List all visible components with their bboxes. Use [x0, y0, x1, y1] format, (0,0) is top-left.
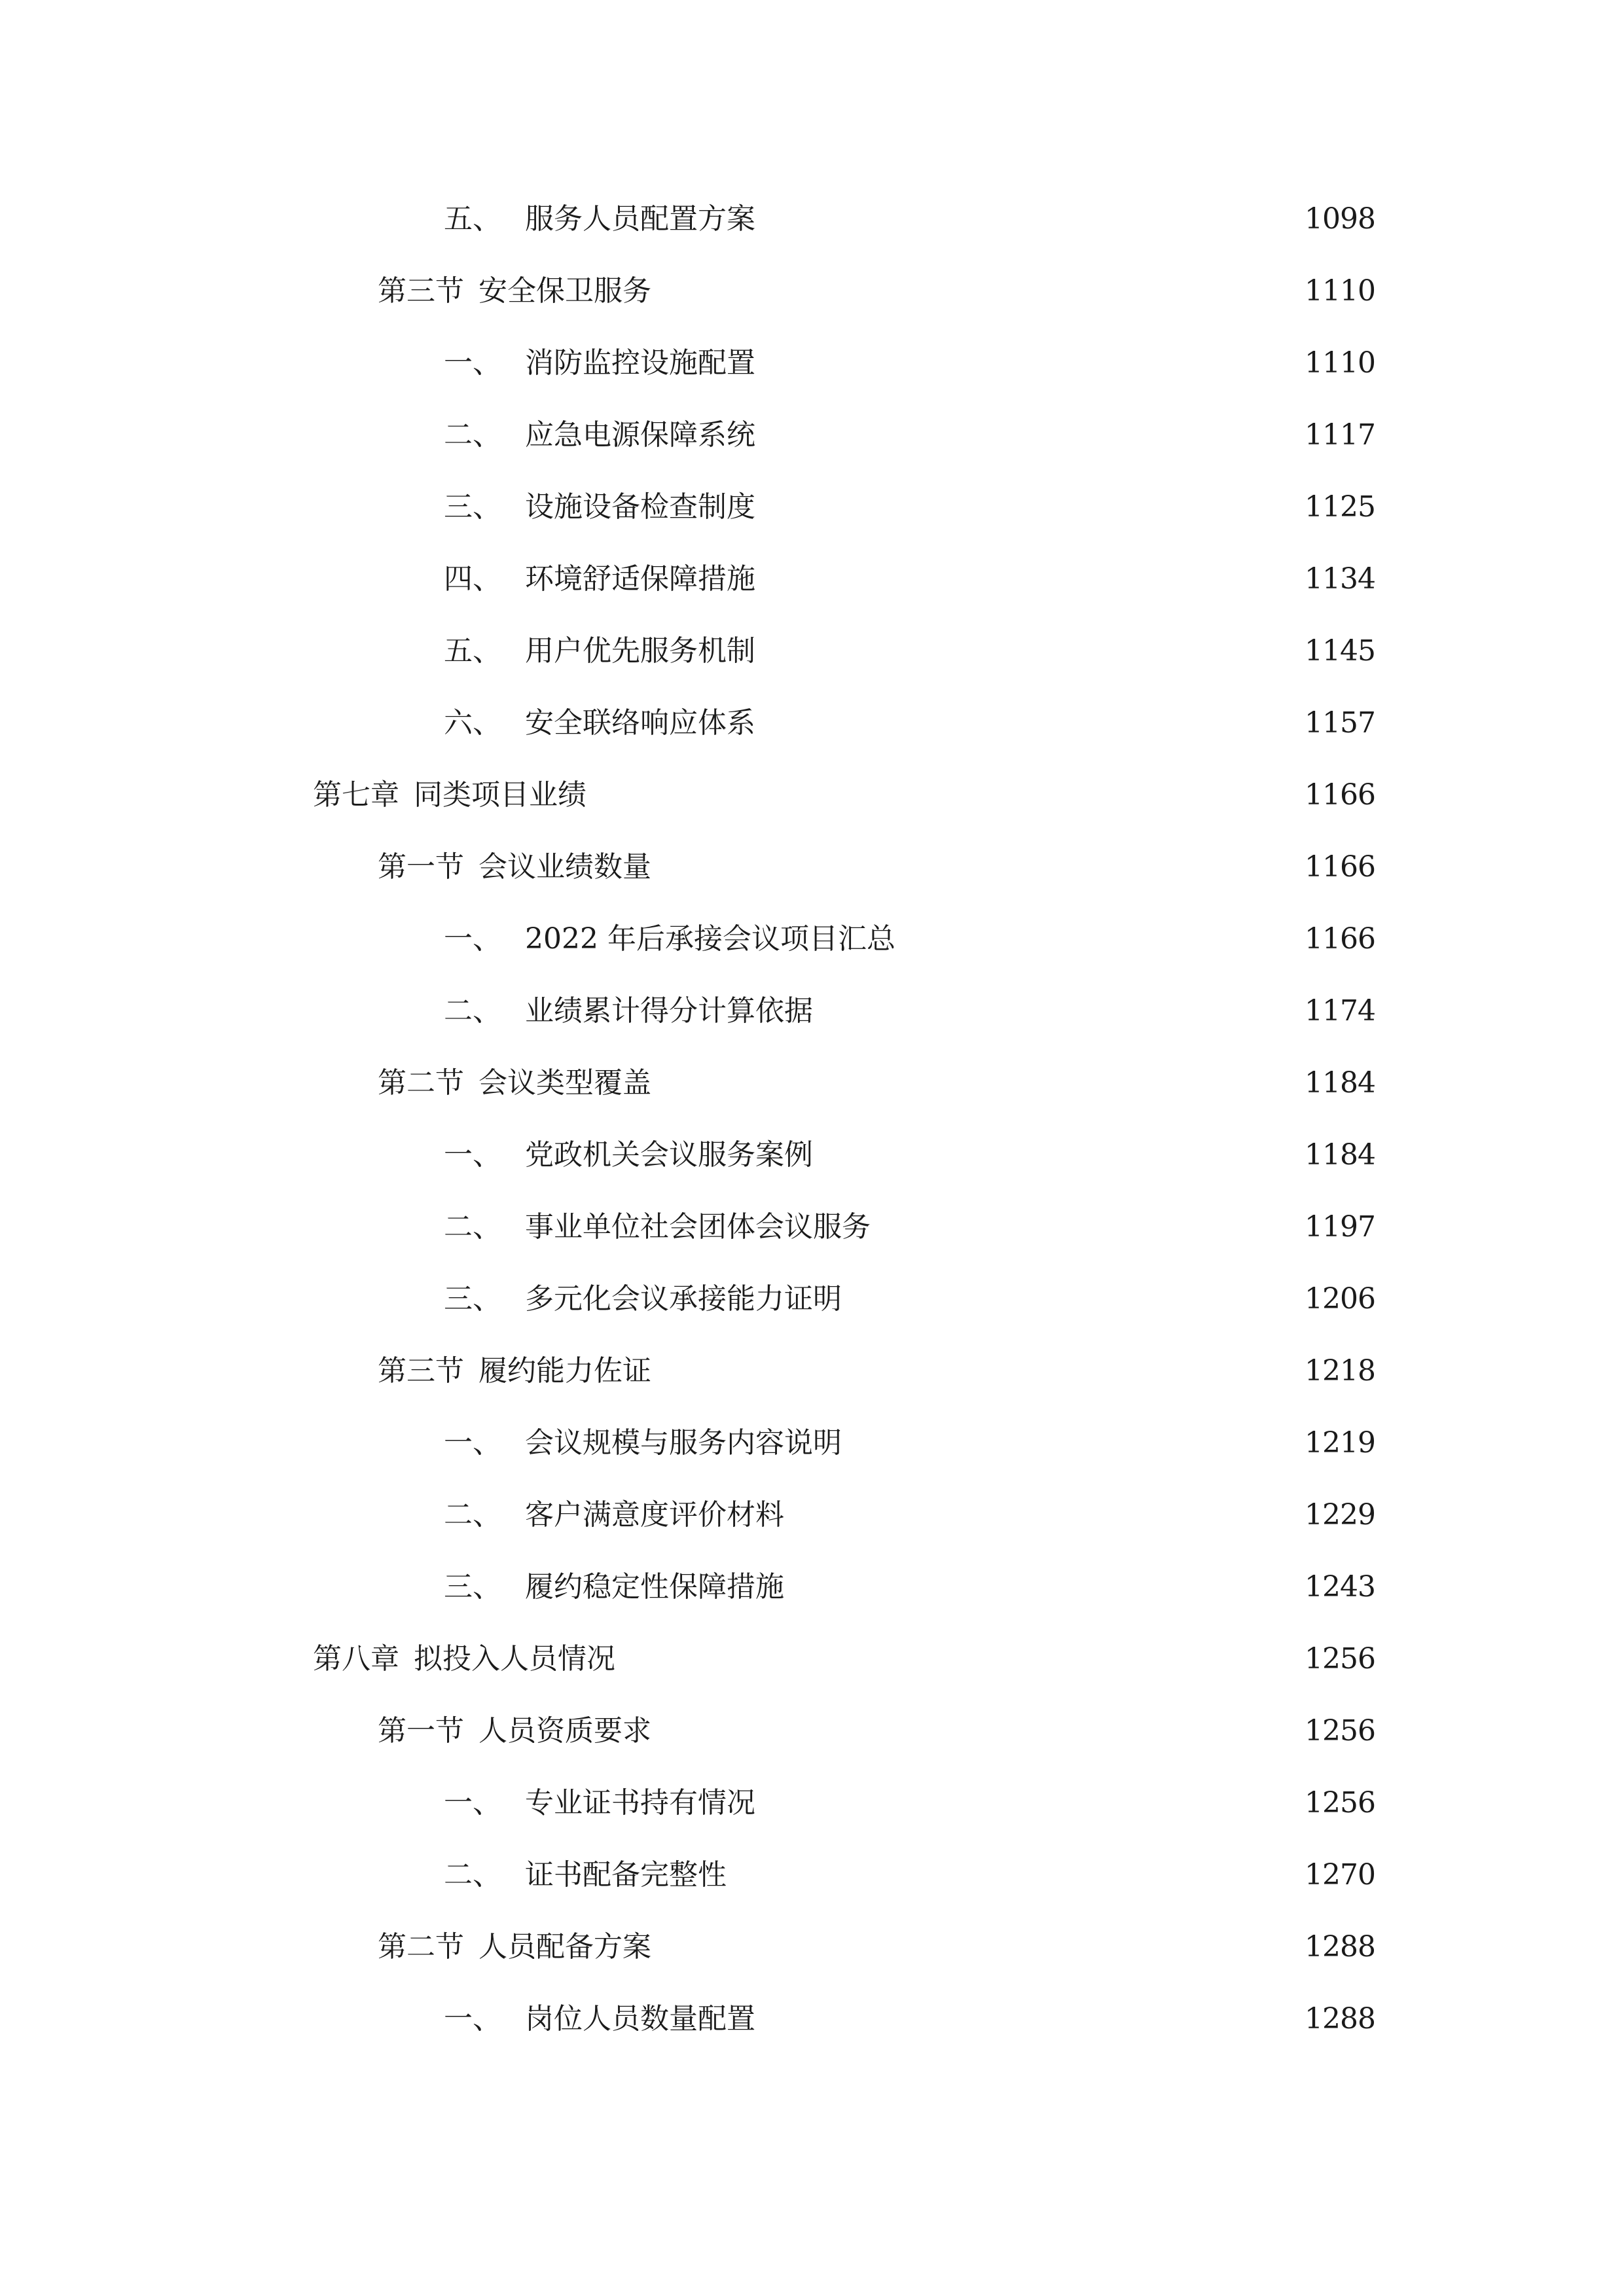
- toc-entry-number: 二、: [444, 418, 501, 452]
- toc-entry[interactable]: [0, 183, 1624, 255]
- toc-entry-title: 环境舒适保障措施: [525, 562, 755, 596]
- toc-entry[interactable]: [0, 1551, 1624, 1623]
- toc-entry-page: 1157: [1305, 706, 1375, 740]
- toc-entry-page: 1229: [1305, 1498, 1375, 1532]
- dot-leader: [765, 1789, 1293, 1818]
- toc-entry-page: 1166: [1305, 850, 1375, 884]
- toc-entry-page: 1256: [1305, 1714, 1375, 1748]
- toc-entry-page: 1197: [1305, 1210, 1375, 1244]
- toc-entry[interactable]: [0, 1839, 1624, 1911]
- toc-entry[interactable]: [0, 1407, 1624, 1479]
- dot-leader: [851, 1429, 1293, 1458]
- toc-entry-number: 第七章: [313, 778, 399, 812]
- toc-entry-title: 设施设备检查制度: [525, 490, 755, 524]
- toc-entry-page: 1174: [1305, 994, 1375, 1028]
- toc-entry[interactable]: [0, 687, 1624, 759]
- toc-entry[interactable]: [0, 1335, 1624, 1407]
- toc-entry-page: 1134: [1305, 562, 1375, 596]
- toc-entry-page: 1270: [1305, 1858, 1375, 1892]
- toc-entry-title: 客户满意度评价材料: [525, 1498, 784, 1532]
- toc-entry-title: 履约稳定性保障措施: [525, 1570, 784, 1604]
- toc-entry-number: 五、: [444, 202, 501, 236]
- toc-entry-page: 1117: [1305, 418, 1375, 452]
- toc-entry-title: 服务人员配置方案: [525, 202, 755, 236]
- toc-entry-title: 会议类型覆盖: [478, 1066, 651, 1100]
- toc-entry-number: 第三节: [378, 274, 464, 308]
- dot-leader: [660, 1933, 1293, 1962]
- toc-entry-page: 1288: [1305, 2002, 1375, 2036]
- dot-leader: [765, 421, 1293, 450]
- toc-entry-title: 应急电源保障系统: [525, 418, 755, 452]
- toc-entry-page: 1110: [1305, 346, 1375, 380]
- toc-entry-title: 安全保卫服务: [478, 274, 651, 308]
- toc-entry-number: 一、: [444, 1138, 501, 1172]
- dot-leader: [765, 709, 1293, 738]
- toc-entry-page: 1110: [1305, 274, 1375, 308]
- dot-leader: [822, 1141, 1293, 1170]
- toc-entry-title: 事业单位社会团体会议服务: [525, 1210, 871, 1244]
- toc-entry-title: 专业证书持有情况: [525, 1786, 755, 1820]
- dot-leader: [822, 997, 1293, 1026]
- dot-leader: [660, 1069, 1293, 1098]
- toc-entry-title: 安全联络响应体系: [525, 706, 755, 740]
- toc-entry[interactable]: [0, 1623, 1624, 1695]
- dot-leader: [765, 565, 1293, 594]
- toc-entry-page: 1166: [1305, 778, 1375, 812]
- dot-leader: [660, 1717, 1293, 1746]
- toc-entry[interactable]: [0, 903, 1624, 975]
- toc-entry-number: 一、: [444, 1426, 501, 1460]
- toc-entry[interactable]: [0, 399, 1624, 471]
- dot-leader: [765, 349, 1293, 378]
- toc-entry-title: 2022 年后承接会议项目汇总: [525, 922, 895, 956]
- toc-entry-number: 三、: [444, 1570, 501, 1604]
- toc-entry-page: 1218: [1305, 1354, 1375, 1388]
- dot-leader: [765, 493, 1293, 522]
- dot-leader: [880, 1213, 1293, 1242]
- dot-leader: [736, 1861, 1293, 1890]
- toc-entry[interactable]: [0, 1695, 1624, 1767]
- toc-entry-title: 用户优先服务机制: [525, 634, 755, 668]
- dot-leader: [596, 781, 1293, 810]
- toc-entry[interactable]: [0, 759, 1624, 831]
- toc-entry-number: 第八章: [313, 1642, 399, 1676]
- toc-entry[interactable]: [0, 327, 1624, 399]
- toc-entry-title: 消防监控设施配置: [525, 346, 755, 380]
- toc-entry[interactable]: [0, 1191, 1624, 1263]
- toc-entry-number: 第一节: [378, 850, 464, 884]
- dot-leader: [765, 2005, 1293, 2034]
- toc-entry-number: 第二节: [378, 1930, 464, 1964]
- toc-entry-title: 业绩累计得分计算依据: [525, 994, 813, 1028]
- toc-entry-title: 会议业绩数量: [478, 850, 651, 884]
- dot-leader: [660, 1357, 1293, 1386]
- toc-entry[interactable]: [0, 1479, 1624, 1551]
- dot-leader: [851, 1285, 1293, 1314]
- toc-entry-title: 岗位人员数量配置: [525, 2002, 755, 2036]
- toc-entry-number: 第一节: [378, 1714, 464, 1748]
- toc-entry-page: 1166: [1305, 922, 1375, 956]
- toc-entry[interactable]: [0, 1911, 1624, 1983]
- dot-leader: [905, 925, 1293, 954]
- toc-entry-number: 三、: [444, 490, 501, 524]
- toc-entry[interactable]: [0, 1983, 1624, 2055]
- toc-entry[interactable]: [0, 1767, 1624, 1839]
- toc-entry-number: 一、: [444, 2002, 501, 2036]
- toc-entry-title: 证书配备完整性: [525, 1858, 727, 1892]
- toc-entry-page: 1184: [1305, 1066, 1375, 1100]
- toc-entry-page: 1184: [1305, 1138, 1375, 1172]
- dot-leader: [765, 637, 1293, 666]
- toc-entry[interactable]: [0, 1047, 1624, 1119]
- toc-entry-number: 一、: [444, 346, 501, 380]
- toc-entry-title: 人员资质要求: [478, 1714, 651, 1748]
- toc-entry[interactable]: [0, 543, 1624, 615]
- toc-entry-number: 二、: [444, 1210, 501, 1244]
- toc-entry-page: 1288: [1305, 1930, 1375, 1964]
- toc-entry[interactable]: [0, 615, 1624, 687]
- dot-leader: [793, 1573, 1293, 1602]
- dot-leader: [624, 1645, 1293, 1674]
- toc-entry-page: 1243: [1305, 1570, 1375, 1604]
- toc-entry-number: 二、: [444, 1858, 501, 1892]
- dot-leader: [660, 277, 1293, 306]
- toc-entry-number: 三、: [444, 1282, 501, 1316]
- toc-entry-number: 第二节: [378, 1066, 464, 1100]
- toc-entry-number: 一、: [444, 922, 501, 956]
- toc-entry-page: 1145: [1305, 634, 1375, 668]
- toc-entry[interactable]: [0, 255, 1624, 327]
- toc-entry-title: 同类项目业绩: [414, 778, 586, 812]
- toc-entry-page: 1256: [1305, 1786, 1375, 1820]
- dot-leader: [765, 205, 1293, 234]
- toc-entry-page: 1219: [1305, 1426, 1375, 1460]
- dot-leader: [793, 1501, 1293, 1530]
- toc-entry[interactable]: [0, 471, 1624, 543]
- toc-entry-number: 四、: [444, 562, 501, 596]
- toc-entry-page: 1125: [1305, 490, 1375, 524]
- toc-entry-number: 一、: [444, 1786, 501, 1820]
- table-of-contents: [0, 183, 1624, 2055]
- toc-entry-number: 二、: [444, 994, 501, 1028]
- toc-entry-number: 二、: [444, 1498, 501, 1532]
- toc-entry-title: 履约能力佐证: [478, 1354, 651, 1388]
- toc-entry-title: 人员配备方案: [478, 1930, 651, 1964]
- toc-entry-title: 会议规模与服务内容说明: [525, 1426, 842, 1460]
- toc-entry-page: 1256: [1305, 1642, 1375, 1676]
- toc-entry-number: 第三节: [378, 1354, 464, 1388]
- toc-entry-number: 五、: [444, 634, 501, 668]
- toc-entry[interactable]: [0, 831, 1624, 903]
- toc-entry-title: 党政机关会议服务案例: [525, 1138, 813, 1172]
- toc-entry-number: 六、: [444, 706, 501, 740]
- toc-entry[interactable]: [0, 975, 1624, 1047]
- dot-leader: [660, 853, 1293, 882]
- toc-entry[interactable]: [0, 1119, 1624, 1191]
- toc-entry[interactable]: [0, 1263, 1624, 1335]
- toc-entry-title: 多元化会议承接能力证明: [525, 1282, 842, 1316]
- toc-entry-title: 拟投入人员情况: [414, 1642, 615, 1676]
- toc-entry-page: 1206: [1305, 1282, 1375, 1316]
- toc-entry-page: 1098: [1305, 202, 1375, 236]
